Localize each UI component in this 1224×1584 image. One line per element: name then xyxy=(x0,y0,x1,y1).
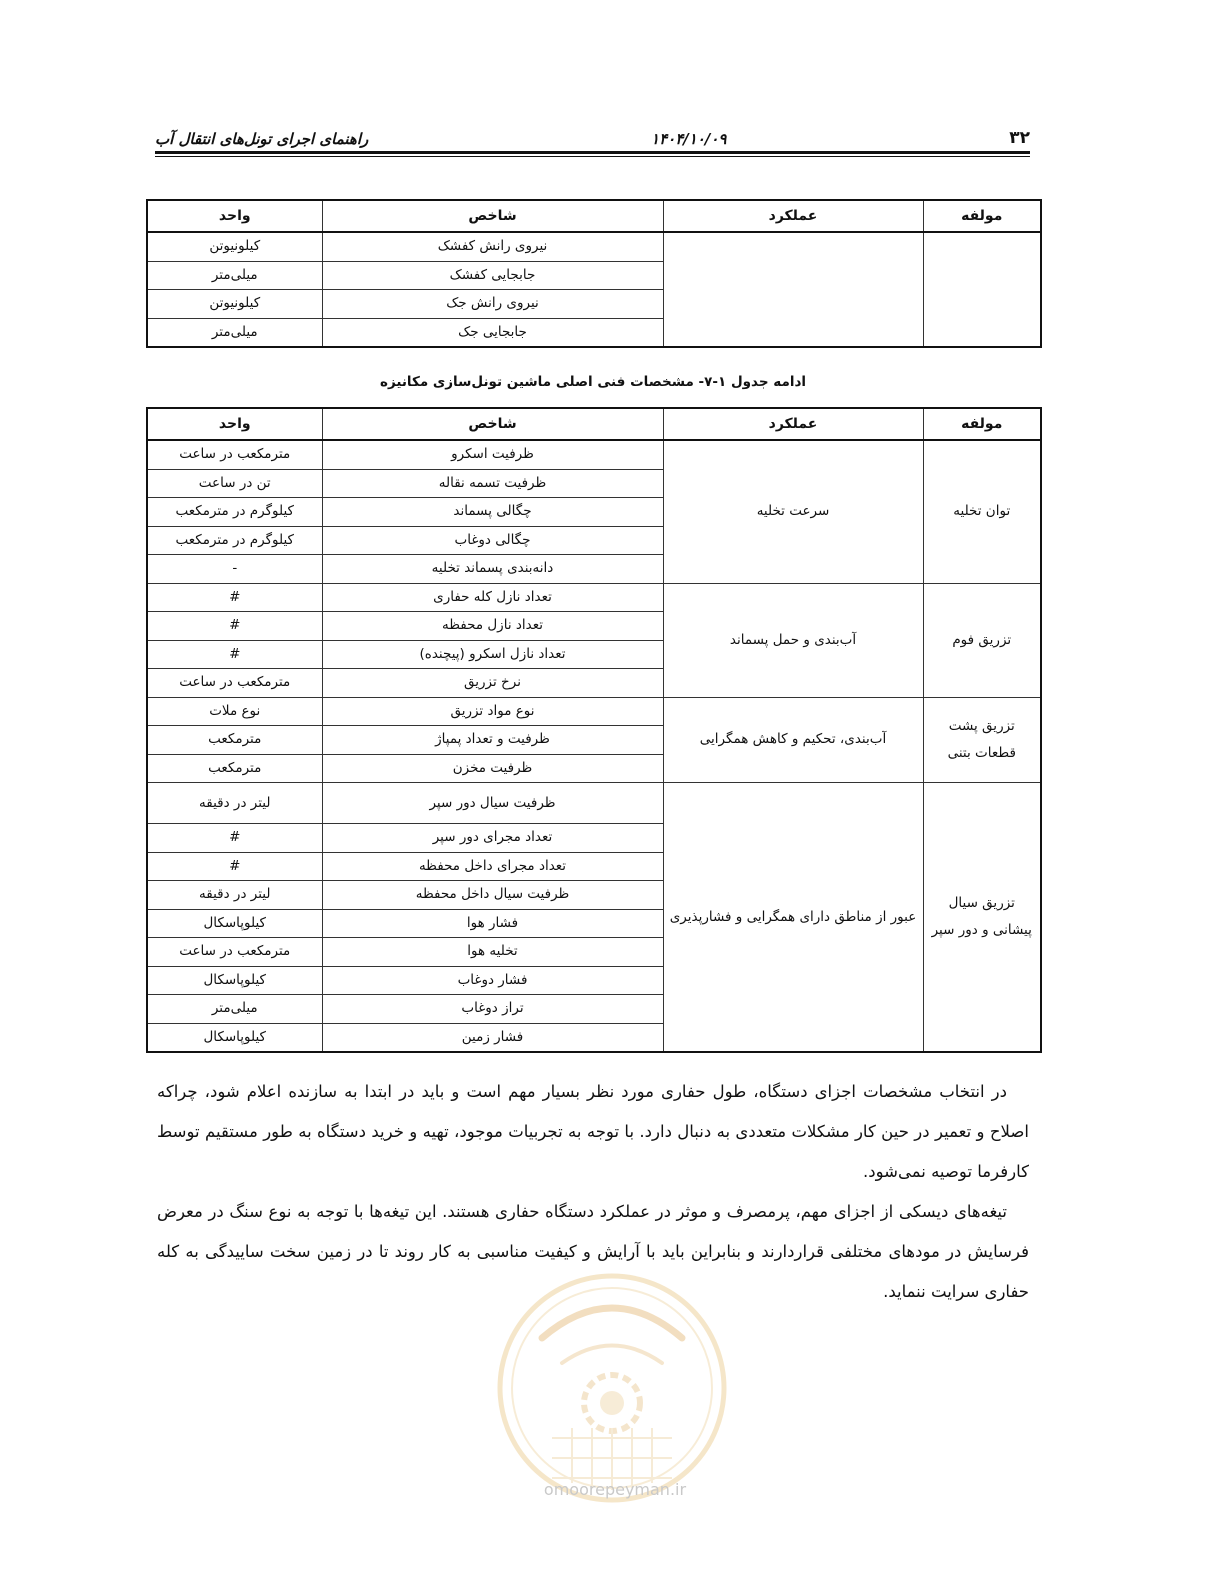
watermark-seal-icon xyxy=(492,1268,732,1508)
unit-cell: تن در ساعت xyxy=(147,469,322,498)
function-cell-empty xyxy=(663,232,923,347)
unit-cell: کیلوگرم در مترمکعب xyxy=(147,526,322,555)
indicator-cell: ظرفیت مخزن xyxy=(322,754,663,783)
unit-cell: # xyxy=(147,640,322,669)
unit-cell: لیتر در دقیقه xyxy=(147,881,322,910)
indicator-cell: ظرفیت اسکرو xyxy=(322,440,663,469)
component-cell: توان تخلیه xyxy=(923,440,1041,583)
unit-cell: کیلوپاسکال xyxy=(147,909,322,938)
col-header-unit: واحد xyxy=(147,408,322,440)
component-cell: تزریق فوم xyxy=(923,583,1041,697)
unit-cell: # xyxy=(147,824,322,853)
unit-cell: میلی‌متر xyxy=(147,995,322,1024)
table-row xyxy=(147,583,1041,612)
header-rule xyxy=(155,151,1030,157)
unit-cell: کیلوگرم در مترمکعب xyxy=(147,498,322,527)
indicator-cell: نیروی رانش جک xyxy=(322,290,663,319)
indicator-cell: تعداد مجرای داخل محفظه xyxy=(322,852,663,881)
indicator-cell: تعداد نازل اسکرو (پیچنده) xyxy=(322,640,663,669)
unit-cell: نوع ملات xyxy=(147,697,322,726)
unit-cell: مترمکعب xyxy=(147,754,322,783)
table-row xyxy=(147,232,1041,261)
unit-cell: کیلوپاسکال xyxy=(147,966,322,995)
unit-cell: کیلوپاسکال xyxy=(147,1023,322,1052)
spec-table xyxy=(146,407,1042,1053)
indicator-cell: دانه‌بندی پسماند تخلیه xyxy=(322,555,663,584)
unit-cell: # xyxy=(147,852,322,881)
spec-table-continued xyxy=(146,199,1042,348)
unit-cell: مترمکعب xyxy=(147,726,322,755)
component-cell-empty xyxy=(923,232,1041,347)
indicator-cell: چگالی پسماند xyxy=(322,498,663,527)
component-cell: تزریق پشت قطعات بتنی xyxy=(923,697,1041,783)
component-cell: تزریق سیال پیشانی و دور سپر xyxy=(923,783,1041,1053)
indicator-cell: نوع مواد تزریق xyxy=(322,697,663,726)
indicator-cell: نیروی رانش کفشک xyxy=(322,232,663,261)
indicator-cell: تعداد نازل کله حفاری xyxy=(322,583,663,612)
unit-cell: میلی‌متر xyxy=(147,318,322,347)
col-header-function: عملکرد xyxy=(663,200,923,232)
indicator-cell: ظرفیت سیال داخل محفظه xyxy=(322,881,663,910)
function-cell: سرعت تخلیه xyxy=(663,440,923,583)
function-cell: عبور از مناطق دارای همگرایی و فشارپذیری xyxy=(663,783,923,1053)
page-header xyxy=(155,118,1030,148)
table-header-row xyxy=(147,200,1041,232)
indicator-cell: ظرفیت تسمه نقاله xyxy=(322,469,663,498)
unit-cell: کیلونیوتن xyxy=(147,290,322,319)
function-cell: آب‌بندی و حمل پسماند xyxy=(663,583,923,697)
unit-cell: مترمکعب در ساعت xyxy=(147,440,322,469)
indicator-cell: تعداد مجرای دور سپر xyxy=(322,824,663,853)
page-number: ۳۲ xyxy=(1009,128,1030,148)
table-row xyxy=(147,440,1041,469)
indicator-cell: فشار دوغاب xyxy=(322,966,663,995)
unit-cell: # xyxy=(147,612,322,641)
table-header-row xyxy=(147,408,1041,440)
col-header-function: عملکرد xyxy=(663,408,923,440)
col-header-indicator: شاخص xyxy=(322,408,663,440)
indicator-cell: جابجایی کفشک xyxy=(322,261,663,290)
col-header-unit: واحد xyxy=(147,200,322,232)
function-cell: آب‌بندی، تحکیم و کاهش همگرایی xyxy=(663,697,923,783)
paragraph: تیغه‌های دیسکی از اجزای مهم، پرمصرف و موثر در عملکرد دستگاه حفاری هستند. این تیغه‌ها با توجه به نوع سنگ در معرض فرسایش در مودهای مختلفی قراردارند و بنابراین باید با آرایش و کیفیت مناسبی به کار روند تا در زمین سخت ساییدگی به کله حفاری سرایت ننماید. xyxy=(157,1202,1029,1301)
table-row xyxy=(147,783,1041,824)
unit-cell: کیلونیوتن xyxy=(147,232,322,261)
unit-cell: مترمکعب در ساعت xyxy=(147,938,322,967)
unit-cell: مترمکعب در ساعت xyxy=(147,669,322,698)
indicator-cell: فشار هوا xyxy=(322,909,663,938)
indicator-cell: تخلیه هوا xyxy=(322,938,663,967)
indicator-cell: فشار زمین xyxy=(322,1023,663,1052)
header-book-title: راهنمای اجرای تونل‌های انتقال آب xyxy=(155,130,369,148)
watermark-website: omoorepeyman.ir xyxy=(543,1480,687,1499)
table-caption: ادامه جدول ۱-۷- مشخصات فنی اصلی ماشین تونل‌سازی مکانیزه xyxy=(379,374,807,390)
table-row xyxy=(147,697,1041,726)
indicator-cell: ظرفیت و تعداد پمپاژ xyxy=(322,726,663,755)
unit-cell: # xyxy=(147,583,322,612)
unit-cell: - xyxy=(147,555,322,584)
indicator-cell: تراز دوغاب xyxy=(322,995,663,1024)
indicator-cell: جابجایی جک xyxy=(322,318,663,347)
paragraph: در انتخاب مشخصات اجزای دستگاه، طول حفاری مورد نظر بسیار مهم است و باید در ابتدا به سازنده اعلام شود، چراکه اصلاح و تعمیر در حین کار مشکلات متعددی به دنبال دارد. با توجه به تجربیات موجود، تهیه و خرید دستگاه به طور مستقیم توسط کارفرما توصیه نمی‌شود. xyxy=(157,1082,1029,1181)
unit-cell: میلی‌متر xyxy=(147,261,322,290)
indicator-cell: تعداد نازل محفظه xyxy=(322,612,663,641)
indicator-cell: چگالی دوغاب xyxy=(322,526,663,555)
col-header-indicator: شاخص xyxy=(322,200,663,232)
unit-cell: لیتر در دقیقه xyxy=(147,783,322,824)
indicator-cell: ظرفیت سیال دور سپر xyxy=(322,783,663,824)
col-header-component: مولفه xyxy=(923,408,1041,440)
col-header-component: مولفه xyxy=(923,200,1041,232)
header-date: ۱۴۰۴/۱۰/۰۹ xyxy=(651,130,727,148)
indicator-cell: نرخ تزریق xyxy=(322,669,663,698)
